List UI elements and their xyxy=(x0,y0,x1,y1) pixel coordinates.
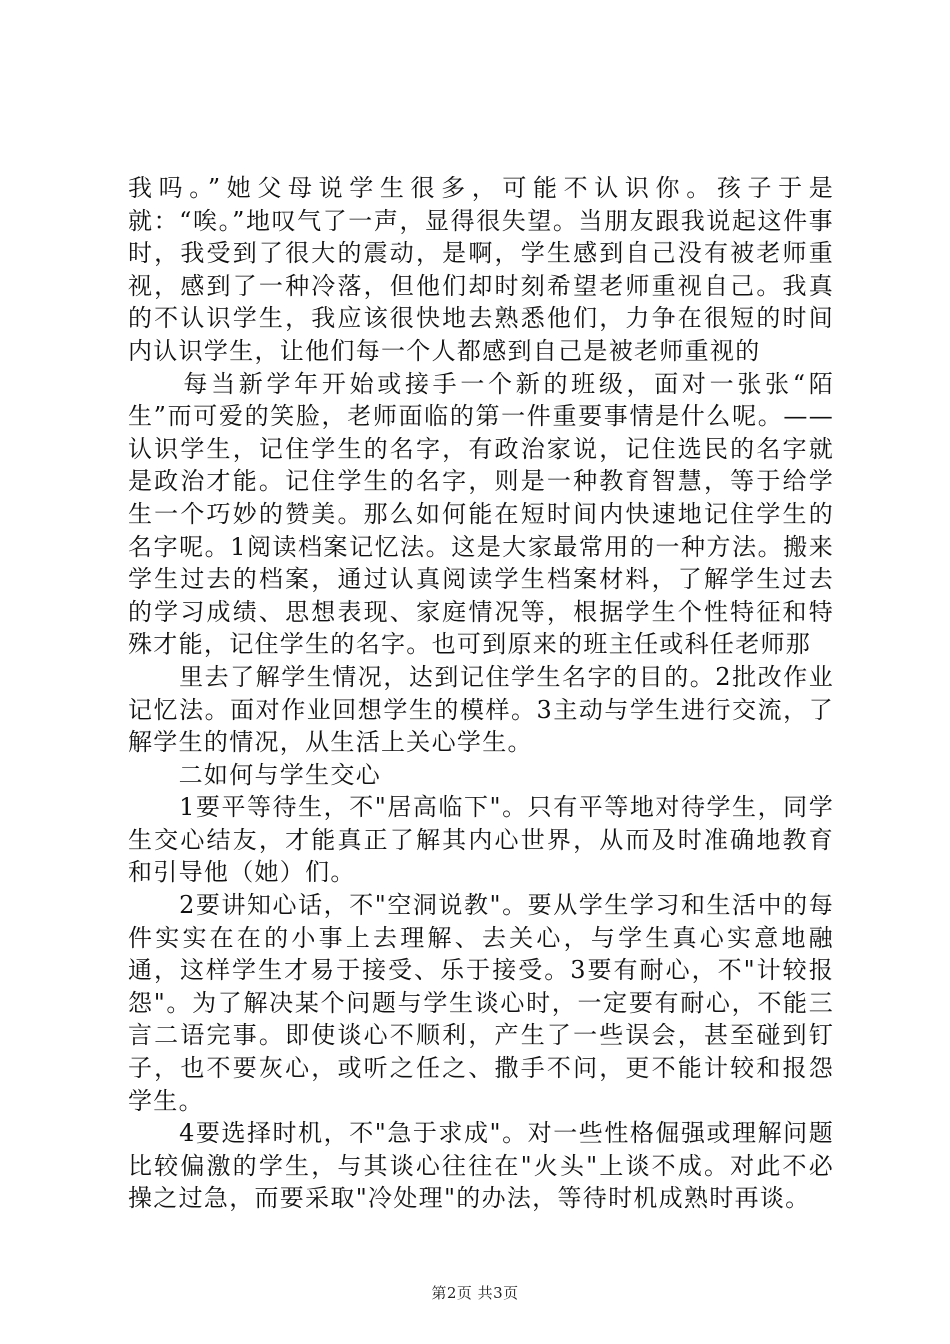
section-heading-heart-to-heart: 二如何与学生交心 xyxy=(128,760,381,789)
page-footer-number: 第2页 共3页 xyxy=(431,1284,519,1302)
paragraph-remember-names: 每当新学年开始或接手一个新的班级，面对一张张“陌生”而可爱的笑脸，老师面临的第一件重要事情是什么呢。——认识学生，记住学生的名字，有政治家说，记住选民的名字就是政治才能。记住学生的名字，则是一种教育智慧，等于给学生一个巧妙的赞美。那么如何能在短时间内快速地记住学生的名字呢。1阅读档案记忆法。这是大家最常用的一种方法。搬来学生过去的档案，通过认真阅读学生档案材料，了解学生过去的学习成绩、思想表现、家庭情况等，根据学生个性特征和特殊才能，记住学生的名字。也可到原来的班主任或科任老师那 xyxy=(128,369,834,659)
paragraph-point-2-3-sincere-patience: 2要讲知心话，不"空洞说教"。要从学生学习和生活中的每件实实在在的小事上去理解、去关心，与学生真心实意地融通，这样学生才易于接受、乐于接受。3要有耐心，不"计较报怨"。为了解决某个问题与学生谈心时，一定要有耐心，不能三言二语完事。即使谈心不顺利，产生了一些误会，甚至碰到钉子，也不要灰心，或听之任之、撒手不问，更不能计较和报怨学生。 xyxy=(128,891,834,1115)
paragraph-point-1-equality: 1要平等待生，不"居高临下"。只有平等地对待学生，同学生交心结友，才能真正了解其内心世界，从而及时准确地教育和引导他（她）们。 xyxy=(128,793,834,887)
paragraph-point-4-timing: 4要选择时机，不"急于求成"。对一些性格倔强或理解问题比较偏激的学生，与其谈心往往在"火头"上谈不成。对此不必操之过急，而要采取"冷处理"的办法，等待时机成熟时再谈。 xyxy=(128,1119,834,1213)
document-body xyxy=(128,172,834,1215)
paragraph-memory-methods: 里去了解学生情况，达到记住学生名字的目的。2批改作业记忆法。面对作业回想学生的模样。3主动与学生进行交流，了解学生的情况，从生活上关心学生。 xyxy=(128,662,834,757)
paragraph-continued-story: 我吗。”她父母说学生很多，可能不认识你。孩子于是就：“唉。”地叹气了一声，显得很失望。当朋友跟我说起这件事时，我受到了很大的震动，是啊，学生感到自己没有被老师重视，感到了一种冷落，但他们却时刻希望老师重视自己。我真的不认识学生，我应该很快地去熟悉他们，力争在很短的时间内认识学生，让他们每一个人都感到自己是被老师重视的 xyxy=(128,174,834,365)
